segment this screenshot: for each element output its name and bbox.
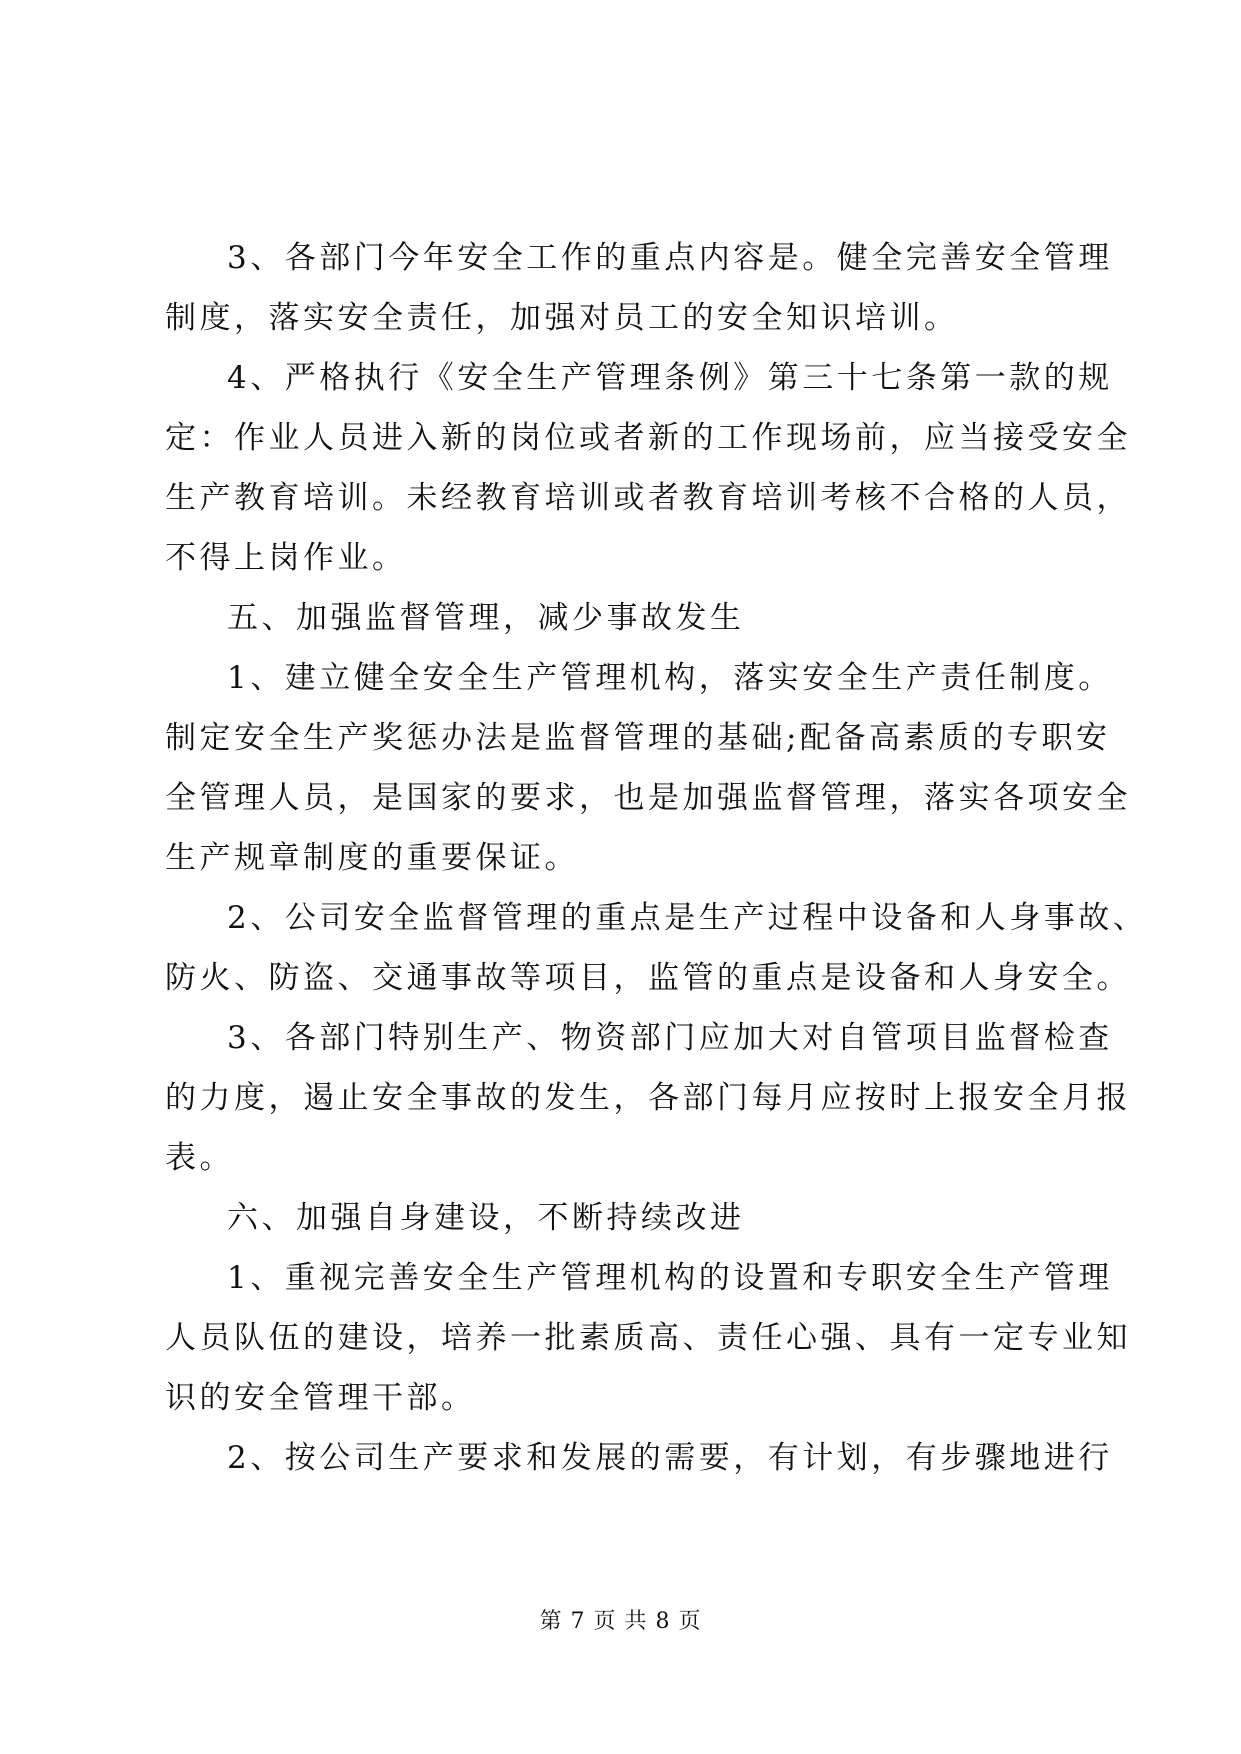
text-line: 3、各部门今年安全工作的重点内容是。健全完善安全管理 [227,240,1113,276]
text-line: 不得上岗作业。 [165,540,407,576]
text-line: 1、重视完善安全生产管理机构的设置和专职安全生产管理 [227,1260,1113,1296]
text-line: 2、公司安全监督管理的重点是生产过程中设备和人身事故、 [227,900,1148,936]
text-line: 1、建立健全安全生产管理机构，落实安全生产责任制度。 [227,660,1113,696]
text-line: 防火、防盗、交通事故等项目，监管的重点是设备和人身安全。 [165,960,1131,996]
text-line: 表。 [165,1140,234,1176]
document-body [165,228,1148,1488]
section-heading: 五、加强监督管理，减少事故发生 [227,600,745,636]
text-line: 定：作业人员进入新的岗位或者新的工作现场前，应当接受安全 [165,420,1131,456]
text-line: 全管理人员，是国家的要求，也是加强监督管理，落实各项安全 [165,780,1131,816]
text-line: 生产规章制度的重要保证。 [165,840,579,876]
section-heading: 六、加强自身建设，不断持续改进 [227,1200,745,1236]
text-line: 3、各部门特别生产、物资部门应加大对自管项目监督检查 [227,1020,1113,1056]
text-line: 的力度，遏止安全事故的发生，各部门每月应按时上报安全月报 [165,1080,1131,1116]
text-line: 4、严格执行《安全生产管理条例》第三十七条第一款的规 [227,360,1113,396]
text-line: 人员队伍的建设，培养一批素质高、责任心强、具有一定专业知 [165,1320,1131,1356]
text-line: 生产教育培训。未经教育培训或者教育培训考核不合格的人员， [165,480,1131,516]
text-line: 识的安全管理干部。 [165,1380,476,1416]
page-number-label: 第 7 页 共 8 页 [539,1609,702,1634]
page-footer [0,1607,1241,1637]
text-line: 制定安全生产奖惩办法是监督管理的基础;配备高素质的专职安 [165,720,1111,756]
text-line: 2、按公司生产要求和发展的需要，有计划，有步骤地进行 [227,1440,1113,1476]
text-line: 制度，落实安全责任，加强对员工的安全知识培训。 [165,300,959,336]
